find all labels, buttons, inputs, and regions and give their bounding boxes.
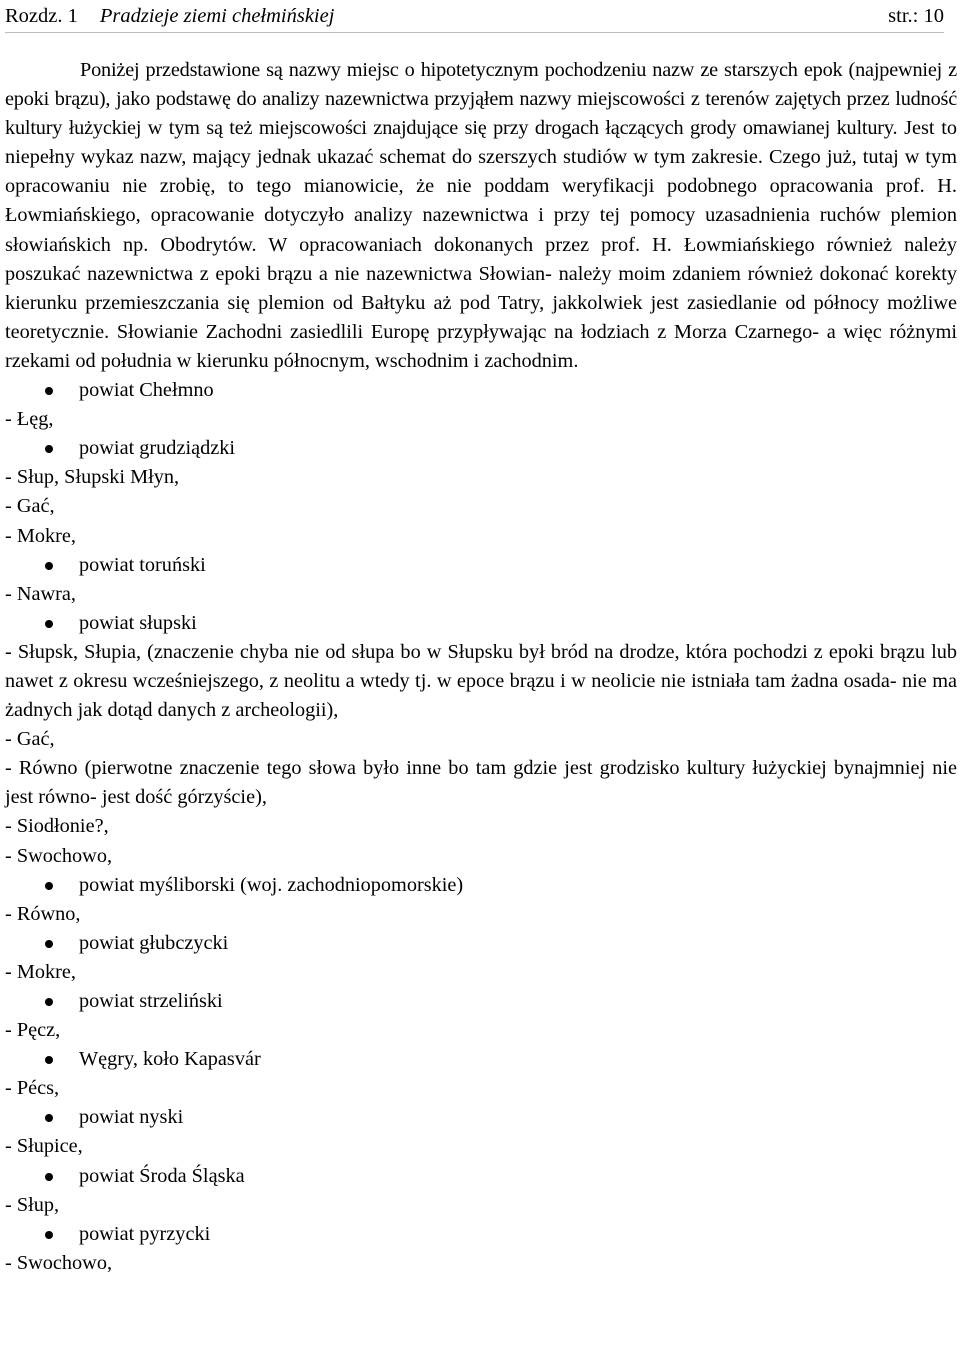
district-bullet-item: powiat głubczycki: [5, 929, 957, 958]
section-title: Pradzieje ziemi chełmińskiej: [99, 5, 335, 27]
document-body: [5, 56, 957, 1278]
intro-text-part-2: Jest to niepełny wykaz nazw, mający jednak ukazać schemat do szerszych studiów w tym zakresie. Czego już, tutaj w tym opracowaniu nie zrobię, to tego mianowicie, że nie poddam weryfikacji podobnego opracowania prof. H. Łowmiańskiego, opracowanie dotyczyło analizy nazewnictwa i przy tej pomocy uzasadnienia ruchów plemion słowiańskich np. Obodrytów. W opracowaniach dokonanych przez prof. H. Łowmiańskiego również należy poszukać nazewnictwa z epoki brązu a nie nazewnictwa Słowian- należy moim zdaniem również dokonać korekty kierunku przemieszczania się plemion od Bałtyku aż pod Tatry, jakkolwiek jest zasiedlanie od północy możliwe teoretycznie. Słowianie Zachodni zasiedlili Europę przypływając na łodziach z Morza Czarnego- a więc różnymi rzekami od południa w kierunku północnym, wschodnim i zachodnim.: [5, 117, 958, 372]
place-name-note: - Słupsk, Słupia, (znaczenie chyba nie od słupa bo w Słupsku był bród na drodze, która pochodzi z epoki brązu lub nawet z okresu wcześniejszego, z neolitu a wtedy tj. w epoce brązu i w neolicie nie istniała tam żadna osada- nie ma żadnych jak dotąd danych z archeologii),: [5, 640, 957, 722]
place-name-item: - Swochowo,: [5, 1251, 113, 1274]
place-name-item: - Pécs,: [5, 1077, 60, 1100]
district-bullet-item: powiat Chełmno: [5, 376, 957, 405]
chapter-label: Rozdz. 1: [5, 5, 78, 27]
district-bullet-item: powiat grudziądzki: [5, 434, 957, 463]
place-name-item: - Mokre,: [5, 524, 76, 547]
place-name-list: [5, 376, 957, 1278]
header-divider: [5, 32, 944, 33]
district-bullet-item: powiat myśliborski (woj. zachodniopomorskie): [5, 871, 957, 900]
header-left: [5, 2, 334, 30]
place-name-item: - Gać,: [5, 495, 55, 518]
district-bullet-item: powiat Środa Śląska: [5, 1162, 957, 1191]
intro-text-part-1: Poniżej przedstawione są nazwy miejsc o hipotetycznym pochodzeniu nazw ze starszych epok (najpewniej z epoki brązu), jako podstawę do analizy nazewnictwa przyjąłem nazwy miejscowości z terenów zajętych przez ludność kultury łużyckiej w tym są też miejscowości znajdujące się przy drogach łączących grody omawianej kultury.: [5, 59, 957, 140]
place-name-item: - Łęg,: [5, 408, 54, 431]
place-name-item: - Mokre,: [5, 960, 76, 983]
place-name-item: - Nawra,: [5, 582, 76, 605]
district-bullet-item: powiat słupski: [5, 609, 957, 638]
district-bullet-item: powiat pyrzycki: [5, 1220, 957, 1249]
place-name-note: - Równo (pierwotne znaczenie tego słowa było inne bo tam gdzie jest grodzisko kultury łużyckiej bynajmniej nie jest równo- jest dość górzyście),: [5, 757, 957, 809]
place-name-item: - Słup, Słupski Młyn,: [5, 466, 180, 489]
page-header: [5, 2, 944, 30]
district-bullet-item: powiat nyski: [5, 1103, 957, 1132]
district-bullet-item: powiat toruński: [5, 551, 957, 580]
page-number: str.: 10: [888, 5, 944, 27]
district-bullet-item: Węgry, koło Kapasvár: [5, 1045, 957, 1074]
place-name-item: - Gać,: [5, 728, 55, 751]
intro-paragraph: [5, 56, 957, 376]
place-name-item: - Słupice,: [5, 1135, 83, 1158]
place-name-item: - Swochowo,: [5, 844, 113, 867]
place-name-item: - Pęcz,: [5, 1019, 61, 1042]
place-name-item: - Siodłonie?,: [5, 815, 109, 838]
district-bullet-item: powiat strzeliński: [5, 987, 957, 1016]
place-name-item: - Równo,: [5, 902, 81, 925]
place-name-item: - Słup,: [5, 1193, 60, 1216]
